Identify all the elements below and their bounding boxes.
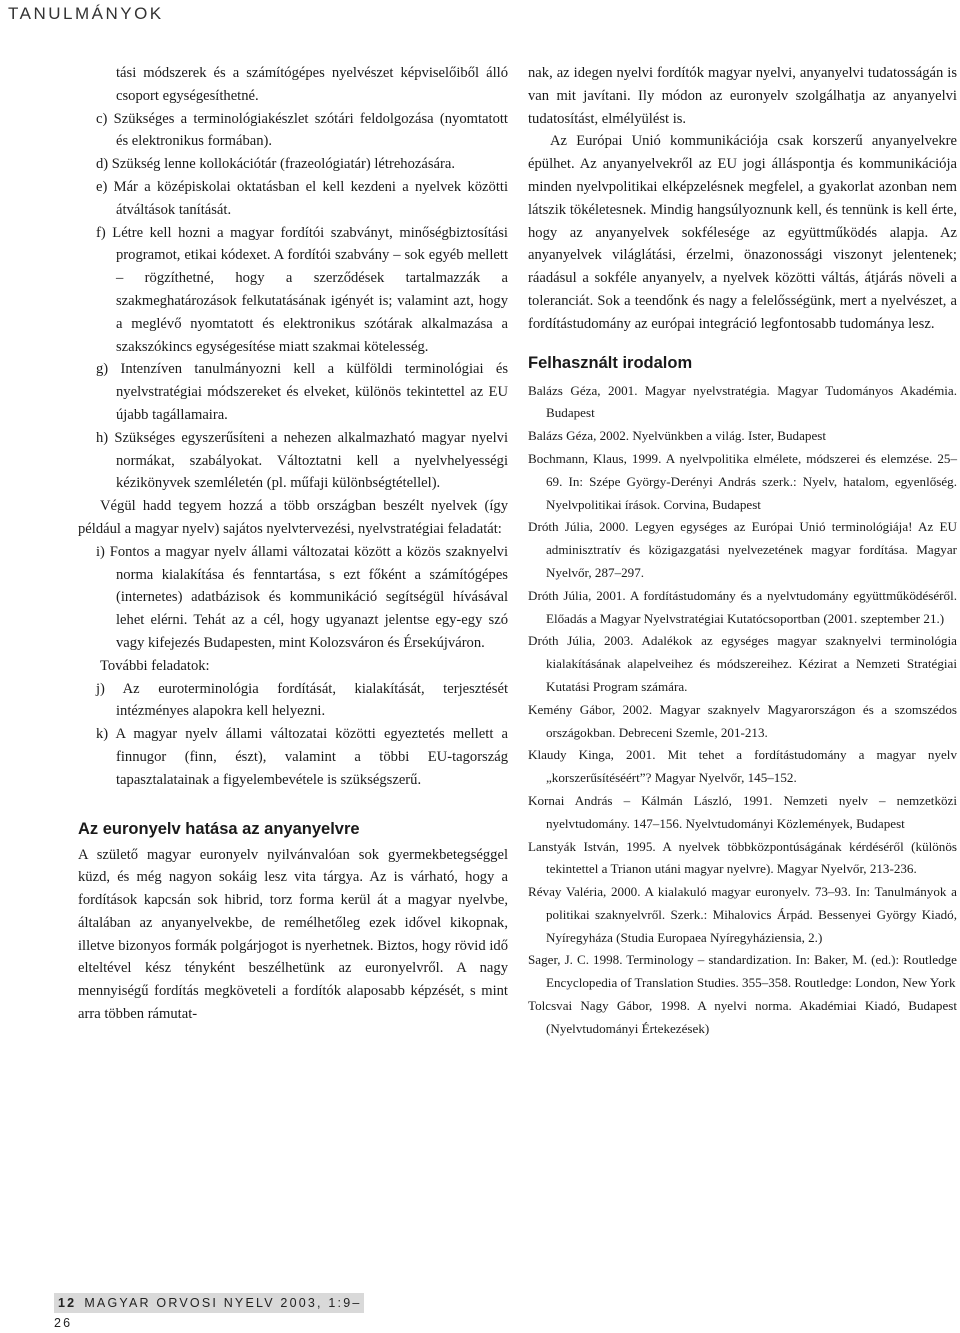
- references-list: [528, 380, 957, 1041]
- body-paragraph: Az Európai Unió kommunikációja csak korszerű anyanyelvekre épülhet. Az anyanyelvekről az EU jogi álláspontja és kommunikációja minden nyelvpolitikai elképzelésnek megfelel, a gyakorlat azonban nem látszik tökéletesnek. Mindig hangsúlyoznunk kell, és tennünk is kell érte, hogy az anyanyelvek sokfélesége az együttműködés alapja. Az anyanyelvek világlátási, érzelmi, önazonossági viszonyt jelentenek; ráadásul a sokféle anyanyelv, a nyelvek közötti váltás, átjárás növeli a toleranciát. Sok a teendőnk és nagy a felelősségünk, mert a nyelvészet, a fordítástudomány az európai integráció legfontosabb tudománya lesz.: [528, 133, 957, 332]
- page-footer: [54, 1293, 364, 1330]
- page-number: 12: [58, 1296, 77, 1310]
- reference-item: Dróth Júlia, 2000. Legyen egységes az Európai Unió terminológiája! Az EU adminisztratív és közigazgatási nyelvezetének magyar fordítása. Magyar Nyelvőr, 287–297.: [528, 519, 957, 580]
- list-item-e: e) Már a középiskolai oktatásban el kell kezdeni a nyelvek közötti átváltások tanítását.: [96, 178, 508, 218]
- right-column: [528, 62, 957, 1041]
- body-paragraph: nak, az idegen nyelvi fordítók magyar nyelvi, anyanyelvi tudatosságán is van mit javítani. Ily módon az euronyelv szolgálhatja az anyanyelvi tudatosítást, elmélyülést is.: [528, 65, 957, 127]
- left-column: [78, 62, 508, 1026]
- section-header: TANULMÁNYOK: [8, 4, 164, 23]
- reference-item: Révay Valéria, 2000. A kialakuló magyar euronyelv. 73–93. In: Tanulmányok a politikai szaknyelvről. Szerk.: Mihalovics Árpád. Bessenyei György Kiadó, Nyíregyháza (Studia Europaea Nyíregyháziensia, 2.): [528, 884, 957, 945]
- reference-item: Dróth Júlia, 2003. Adalékok az egységes magyar szaknyelvi terminológia kialakításának alapelveihez és módszereihez. Kézirat a Nemzeti Stratégiai Kutatási Program számára.: [528, 633, 957, 694]
- reference-item: Sager, J. C. 1998. Terminology – standardization. In: Baker, M. (ed.): Routledge Encyclopedia of Translation Studies. 355–358. Routledge: London, New York: [528, 952, 957, 991]
- list-item-g: g) Intenzíven tanulmányozni kell a külföldi terminológiai és nyelvstratégiai módszereket és elveket, különös tekintettel az EU újabb tagállamaira.: [96, 361, 508, 423]
- section-title: Az euronyelv hatása az anyanyelvre: [78, 819, 360, 838]
- body-paragraph: tási módszerek és a számítógépes nyelvészet képviselőiből álló csoport egységesíthetné.: [116, 65, 508, 104]
- list-item-j: j) Az euroterminológia fordítását, kialakítását, terjesztését intézményes alapokra kell helyezni.: [96, 680, 508, 720]
- reference-item: Lanstyák István, 1995. A nyelvek többközpontúságának kérdéséről (különös tekintettel a Trianon utáni magyar nyelvre). Magyar Nyelvőr, 213-236.: [528, 838, 957, 877]
- body-paragraph: A születő magyar euronyelv nyilvánvalóan sok gyermekbetegséggel küzd, és még nagyon sokáig lesz vita tárgya. Az is várható, hogy a fordítások kapcsán sok hibrid, torz forma kerül át a magyar nyelvbe, általában az anyanyelvekbe, de remélhetőleg ezek idővel kikopnak, illetve bizonyos formák polgárjogot is nyerhetnek. Biztos, hogy rövid idő elteltével kész tényként beszélhetünk az euronyelvről. A nagy mennyiségű fordítás megkövetelі a fordítók alaposabb képzését, s mint arra többen rámutat-: [78, 846, 508, 1023]
- reference-item: Kornai András – Kálmán László, 1991. Nemzeti nyelv – nemzetközi nyelvtudomány. 147–156. Nyelvtudományi Közlemények, Budapest: [528, 792, 957, 831]
- reference-item: Dróth Júlia, 2001. A fordítástudomány és a nyelvtudomány együttműködéséről. Előadás a Magyar Nyelvstratégiai Kutatócsoportban (2001. szeptember 21.): [528, 587, 957, 626]
- reference-item: Tolcsvai Nagy Gábor, 1998. A nyelvi norma. Akadémiai Kiadó, Budapest (Nyelvtudományi Értekezések): [528, 998, 957, 1036]
- journal-citation: MAGYAR ORVOSI NYELV 2003, 1:9–26: [54, 1296, 362, 1330]
- list-item-h: h) Szükséges egyszerűsíteni a nehezen alkalmazható magyar nyelvi normákat, szabályokat. Változtatni kell a nyelvhelyességi kézikönyvek szemléletén (pl. műfaji különbségtétellel).: [96, 429, 508, 492]
- reference-item: Balázs Géza, 2001. Magyar nyelvstratégia. Magyar Tudományos Akadémia. Budapest: [528, 382, 957, 421]
- references-title: Felhasznált irodalom: [528, 353, 693, 372]
- list-item-f: f) Létre kell hozni a magyar fordítói szabványt, minőségbiztosítási programot, etikai kódexet. A fordítói szabvány – sok egyéb mellett – rögzíthetné, hogy a szerződések tartalmazzák a szakmeghatározások felkutatásának igényét is; valamint azt, hogy a meglévő nyomtatott és elektronikus szótárak alkalmazása a szakszókincs egységesítése miatt szakmai kötelesség.: [96, 224, 508, 355]
- body-paragraph: Végül hadd tegyem hozzá a több országban beszélt nyelvek (így például a magyar nyelv) sajátos nyelvtervezési, nyelvstratégiai feladatát:: [78, 498, 508, 537]
- list-item-k: k) A magyar nyelv állami változatai közötti egyeztetés mellett a finnugor (finn, észt), valamint a többi EU-tagország tapasztalatainak a figyelembevétele is szükségszerű.: [96, 726, 508, 788]
- list-item-i: i) Fontos a magyar nyelv állami változatai között a közös szaknyelvi norma kialakítása és fenntartása, s ezt főként a számítógépes (internetes) adatbázisok és kommunikáció segítségül hívásával lehet elérni. Tehát az a cél, hogy ugyanazt jelentse egy-egy szó vagy kifejezés Budapesten, mint Kolozsváron és Érsekújváron.: [96, 543, 508, 651]
- reference-item: Klaudy Kinga, 2001. Mit tehet a fordítástudomány a magyar nyelv „korszerűsítéséért”? Magyar Nyelvőr, 145–152.: [528, 747, 957, 786]
- list-item-d: d) Szükség lenne kollokációtár (frazeológiatár) létrehozására.: [96, 156, 455, 173]
- reference-item: Kemény Gábor, 2002. Magyar szaknyelv Magyarországon és a szomszédos országokban. Debreceni Szemle, 201-213.: [528, 701, 957, 740]
- body-paragraph: További feladatok:: [100, 657, 210, 674]
- reference-item: Bochmann, Klaus, 1999. A nyelvpolitika elmélete, módszerei és elemzése. 25–69. In: Szépe György-Derényi András szerk.: Nyelv, hatalom, egyenlőség. Nyelvpolitikai írások. Corvina, Budapest: [528, 450, 957, 512]
- reference-item: Balázs Géza, 2002. Nyelvünkben a világ. Ister, Budapest: [528, 428, 826, 444]
- list-item-c: c) Szükséges a terminológiakészlet szótári feldolgozása (nyomtatott és elektronikus formában).: [96, 110, 508, 150]
